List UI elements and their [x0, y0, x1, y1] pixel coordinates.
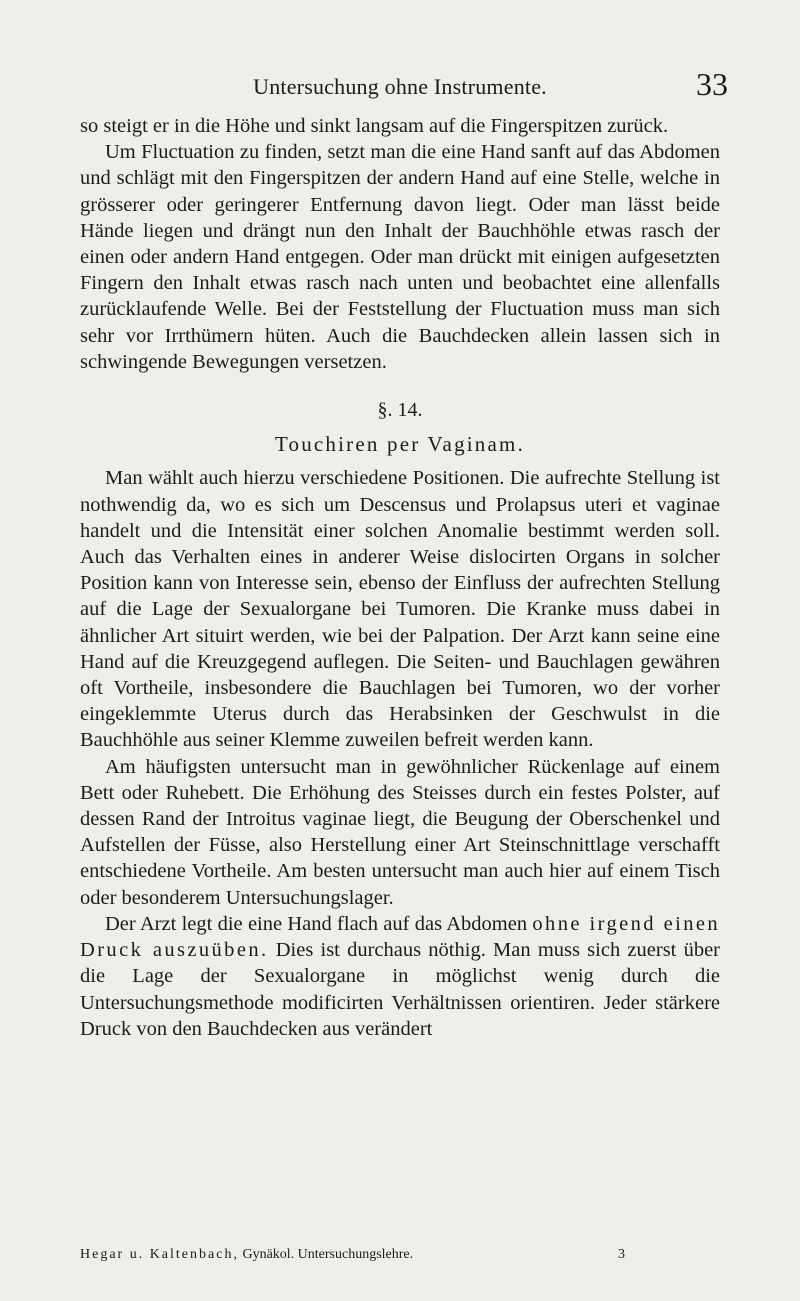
- page-header: [80, 66, 728, 106]
- paragraph-1: so steigt er in die Höhe und sinkt langsam auf die Fingerspitzen zurück.: [80, 115, 669, 137]
- paragraph-5: [80, 911, 720, 1042]
- paragraph-5-start: Der Arzt legt die eine Hand flach auf das Abdomen: [105, 912, 528, 935]
- body-text: [80, 113, 720, 1042]
- running-head: Untersuchung ohne Instrumente.: [253, 74, 547, 99]
- paragraph-5-emphasis: ohne irgend einen Druck auszuüben.: [80, 912, 721, 962]
- footer-signature: 3: [618, 1247, 625, 1262]
- paragraph-5-end: Dies ist durchaus nöthig. Man muss sich zuerst über die Lage der Sexualorgane in möglichst wenig durch die Untersuchungsmethode modificirten Verhältnissen orientiren. Jeder stärkere Druck von den Bauchdecken aus verändert: [80, 939, 721, 1040]
- footer-title: Gynäkol. Untersuchungslehre.: [242, 1247, 414, 1262]
- page-number: 33: [696, 66, 728, 102]
- page-footer: [80, 1247, 720, 1263]
- footer-author: Hegar u. Kaltenbach,: [80, 1247, 239, 1262]
- section-title: Touchiren per Vaginam.: [274, 432, 526, 457]
- paragraph-4: Am häufigsten untersucht man in gewöhnlicher Rückenlage auf einem Bett oder Ruhebett. Die Erhöhung des Steisses durch ein festes Polster, auf dessen Rand der Introitus vaginae liegt, die Beugung der Oberschenkel und Aufstellen der Füsse, also Herstellung einer Art Steinschnittlage verschafft entschiedene Vortheile. Am besten untersucht man auch hier auf einem Tisch oder besonderem Untersuchungslager.: [80, 755, 720, 909]
- paragraph-3: Man wählt auch hierzu verschiedene Positionen. Die aufrechte Stellung ist nothwendig da, wo es sich um Descensus und Prolapsus uteri et vaginae handelt und die Intensität einer solchen Anomalie bestimmt werden soll. Auch das Verhalten eines in anderer Weise dislocirten Organs in solcher Position kann von Interesse sein, ebenso der Einfluss der aufrechten Stellung auf die Lage der Sexualorgane bei Tumoren. Die Kranke muss dabei in ähnlicher Art situirt werden, wie bei der Palpation. Der Arzt kann seine eine Hand auf die Kreuzgegend auflegen. Die Seiten- und Bauchlagen gewähren oft Vortheile, insbesondere die Bauchlagen bei Tumoren, wo der vorher eingeklemmte Uterus durch das Herabsinken der Geschwulst in die Bauchhöhle aus seiner Klemme zuweilen befreit werden kann.: [80, 467, 720, 752]
- paragraph-2: Um Fluctuation zu finden, setzt man die eine Hand sanft auf das Abdomen und schlägt mit den Fingerspitzen der andern Hand auf eine Stelle, welche in grösserer oder geringerer Entfernung davon liegt. Oder man lässt beide Hände liegen und drängt nun den Inhalt der Bauchhöhle etwas rasch der einen oder andern Hand entgegen. Oder man drückt mit einigen aufgesetzten Fingern den Inhalt etwas rasch nach unten und beobachtet eine allenfalls zurücklaufende Welle. Bei der Feststellung der Fluctuation muss man sich sehr vor Irrthümern hüten. Auch die Bauchdecken allein lassen sich in schwingende Bewegungen versetzen.: [80, 141, 720, 373]
- section-number: §. 14.: [377, 399, 423, 422]
